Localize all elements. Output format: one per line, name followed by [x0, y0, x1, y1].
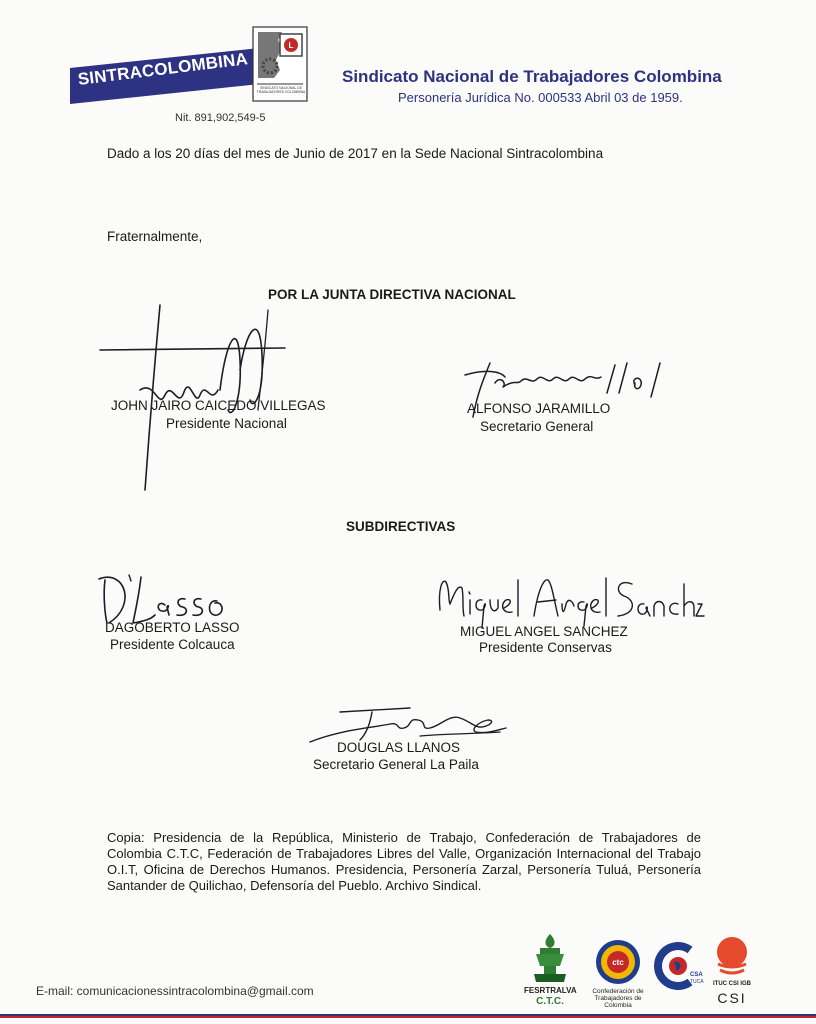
svg-text:ctc: ctc — [612, 958, 624, 967]
contact-email: E-mail: comunicacionessintracolombina@gmail.com — [36, 984, 314, 998]
conservas-role: Presidente Conservas — [479, 640, 612, 655]
csa-label: CSA — [690, 972, 703, 978]
subdirectivas-heading: SUBDIRECTIVAS — [346, 519, 456, 534]
fesrtralva-logo — [530, 932, 570, 984]
ituc-csi-logo — [714, 936, 750, 976]
ctc-label: C.T.C. — [536, 996, 564, 1007]
bottom-border-line — [0, 1014, 816, 1018]
conservas-signature — [432, 570, 702, 630]
fesrtralva-label: FESRTRALVA — [524, 986, 577, 995]
junta-heading: POR LA JUNTA DIRECTIVA NACIONAL — [268, 287, 516, 302]
ituc-label: ITUC CSI IGB — [712, 981, 751, 987]
secretary-role: Secretario General — [480, 419, 594, 434]
lapaila-name: DOUGLAS LLANOS — [337, 740, 461, 755]
legal-registration: Personería Jurídica No. 000533 Abril 03 de 1959. — [398, 90, 683, 105]
president-role: Presidente Nacional — [166, 416, 287, 431]
emblem-caption: SINDICATO NACIONAL DE TRABAJADORES COLOMBINA — [256, 86, 306, 94]
confederacion-label: Confederación de Trabajadores de Colombia — [592, 988, 644, 1009]
colcauca-name: DAGOBERTO LASSO — [105, 620, 240, 635]
secretary-name: ALFONSO JARAMILLO — [467, 401, 611, 416]
tuca-label: TUCA — [690, 979, 704, 985]
colcauca-role: Presidente Colcauca — [110, 637, 235, 652]
ctc-confederation-logo — [594, 938, 642, 986]
svg-text:L: L — [288, 41, 294, 50]
banner-text: SINTRACOLOMBINA — [76, 49, 249, 89]
lapaila-role: Secretario General La Paila — [313, 757, 479, 772]
date-line: Dado a los 20 días del mes de Junio de 2017 en la Sede Nacional Sintracolombina — [107, 146, 604, 161]
nit-number: Nit. 891,902,549-5 — [175, 112, 266, 124]
conservas-name: MIGUEL ANGEL SANCHEZ — [460, 624, 628, 639]
csi-label: CSI — [717, 990, 747, 1006]
president-name: JOHN JAIRO CAICEDO VILLEGAS — [111, 398, 326, 413]
organization-name: Sindicato Nacional de Trabajadores Colombina — [342, 67, 722, 86]
closing-salutation: Fraternalmente, — [107, 229, 203, 244]
copy-recipients: Copia: Presidencia de la República, Ministerio de Trabajo, Confederación de Trabajadores de Colombia C.T.C, Federación de Trabajadores Libres del Valle, Organización Internacional del Trabajo O.I.T, Oficina de Derechos Humanos. Presidencia, Personería Zarzal, Personería Tuluá, Personería Santander de Quilichao, Defensoría del Pueblo. Archivo Sindical. — [107, 830, 701, 893]
